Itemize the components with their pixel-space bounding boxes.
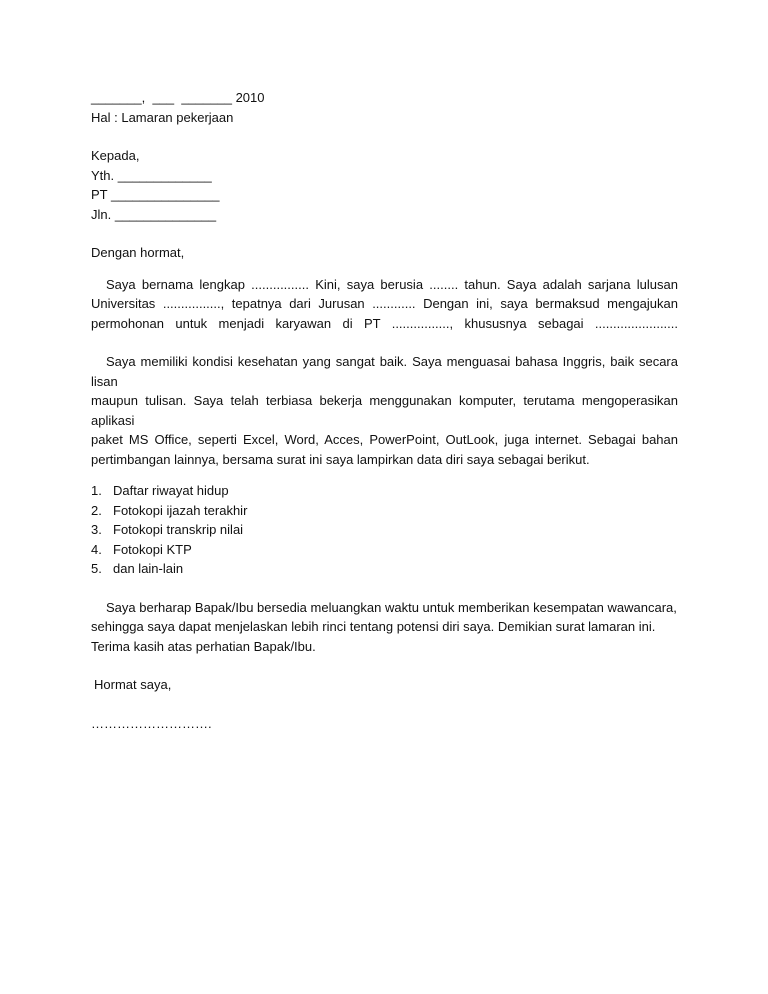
recipient-yth: Yth. _____________ xyxy=(91,167,212,183)
list-item xyxy=(91,481,678,501)
paragraph-line: paket MS Office, seperti Excel, Word, Acces, PowerPoint, OutLook, juga internet. Sebagai bahan xyxy=(91,432,678,447)
list-number: 1. xyxy=(91,483,102,498)
paragraph-line: sehingga saya dapat menjelaskan lebih rinci tentang potensi diri saya. Demikian surat lamaran ini. xyxy=(91,619,656,634)
greeting: Dengan hormat, xyxy=(91,245,185,260)
paragraph-closing xyxy=(91,598,678,657)
list-number: 4. xyxy=(91,541,102,557)
paragraph-line: maupun tulisan. Saya telah terbiasa bekerja menggunakan komputer, terutama mengoperasikan aplikasi xyxy=(91,393,678,428)
paragraph-line: permohonan untuk menjadi karyawan di PT ................, khususnya sebagai ....................... xyxy=(91,315,678,331)
signature-line: ………………………. xyxy=(91,715,212,731)
list-text: Fotokopi KTP xyxy=(113,541,192,557)
closing-regards: Hormat saya, xyxy=(94,677,172,692)
paragraph-line: Saya memiliki kondisi kesehatan yang sangat baik. Saya menguasai bahasa Inggris, baik secara lisan xyxy=(91,354,678,389)
list-text: Fotokopi transkrip nilai xyxy=(113,522,244,537)
list-number: 2. xyxy=(91,502,102,518)
list-text: Fotokopi ijazah terakhir xyxy=(113,502,248,518)
list-number: 5. xyxy=(91,561,102,576)
list-text: Daftar riwayat hidup xyxy=(113,483,229,498)
paragraph-line: pertimbangan lainnya, bersama surat ini saya lampirkan data diri saya sebagai berikut. xyxy=(91,451,590,467)
recipient-to: Kepada, xyxy=(91,148,140,163)
attachment-list xyxy=(91,481,678,579)
recipient-pt: PT _______________ xyxy=(91,187,220,202)
list-item xyxy=(91,501,678,521)
list-text: dan lain-lain xyxy=(113,561,184,576)
paragraph-qualifications xyxy=(91,352,678,469)
paragraph-intro xyxy=(91,275,678,334)
paragraph-line: Saya bernama lengkap ................ Kini, saya berusia ........ tahun. Saya adalah sarjana lulusan xyxy=(106,276,678,292)
list-item xyxy=(91,540,678,560)
date-line: _______, ___ _______ 2010 xyxy=(91,90,265,105)
subject-line: Hal : Lamaran pekerjaan xyxy=(91,109,234,125)
recipient-address: Jln. ______________ xyxy=(91,206,217,222)
paragraph-line: Terima kasih atas perhatian Bapak/Ibu. xyxy=(91,638,316,654)
list-item xyxy=(91,559,678,579)
list-number: 3. xyxy=(91,522,102,537)
paragraph-line: Saya berharap Bapak/Ibu bersedia meluangkan waktu untuk memberikan kesempatan wawancara, xyxy=(106,599,677,615)
list-item xyxy=(91,520,678,540)
letter-page xyxy=(91,88,678,733)
paragraph-line: Universitas ................, tepatnya dari Jurusan ............ Dengan ini, saya bermaksud mengajukan xyxy=(91,296,678,311)
